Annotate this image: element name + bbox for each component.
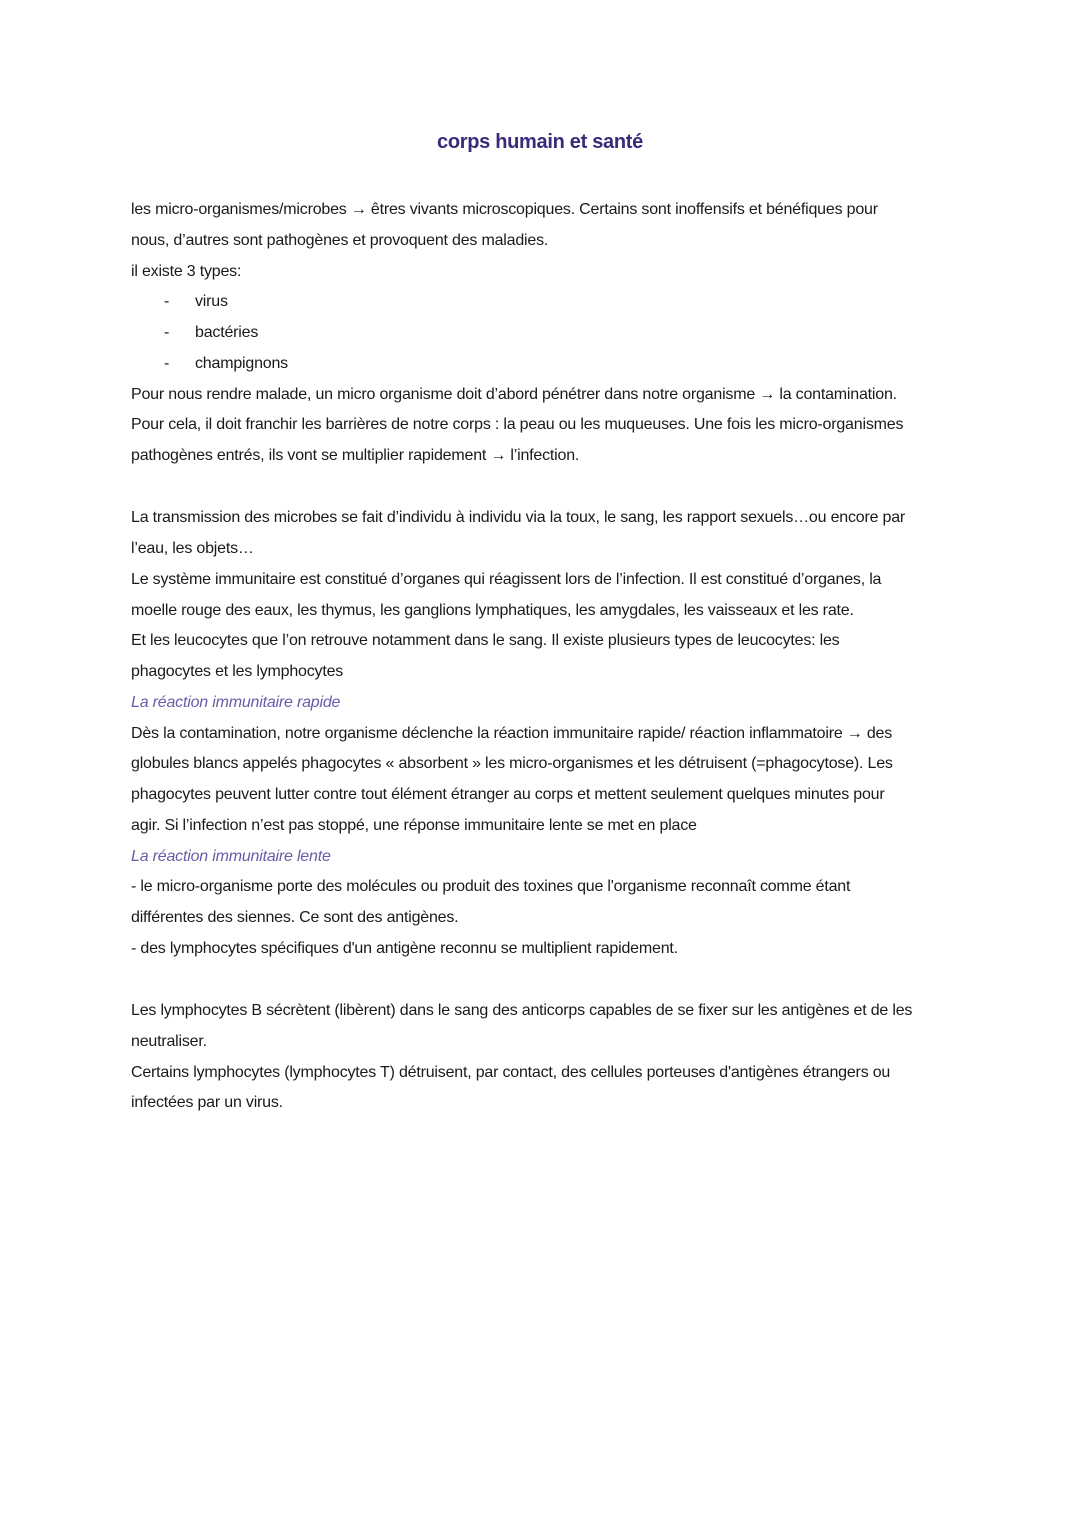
list-item-label: bactéries — [195, 324, 259, 341]
text-line: Certains lymphocytes (lymphocytes T) détruisent, par contact, des cellules porteuses d'antigènes étrangers ou — [131, 1063, 891, 1081]
text-line: infectées par un virus. — [131, 1094, 283, 1112]
section-heading-slow: La réaction immunitaire lente — [131, 847, 331, 865]
text-line: l’eau, les objets… — [131, 540, 254, 557]
text-line: neutraliser. — [131, 1032, 207, 1050]
text-line: différentes des siennes. Ce sont des antigènes. — [131, 909, 459, 926]
text-line: agir. Si l’infection n’est pas stoppé, une réponse immunitaire lente se met en place — [131, 816, 697, 834]
text-line: pathogènes entrés, ils vont se multiplier rapidement → l’infection. — [131, 447, 580, 464]
text-line: La transmission des microbes se fait d’individu à individu via la toux, le sang, les rapport sexuels…ou encore par — [131, 509, 906, 527]
document-body — [131, 195, 961, 1119]
text-line: moelle rouge des eaux, les thymus, les ganglions lymphatiques, les amygdales, les vaisseaux et les rate. — [131, 601, 854, 619]
text-line: phagocytes et les lymphocytes — [131, 663, 344, 680]
text-line: les micro-organismes/microbes → êtres vivants microscopiques. Certains sont inoffensifs et bénéfiques pour — [131, 201, 878, 218]
text-line: globules blancs appelés phagocytes « absorbent » les micro-organismes et les détruisent (=phagocytose). Les — [131, 755, 893, 773]
bullet-dash: - — [164, 324, 170, 341]
text-line: il existe 3 types: — [131, 262, 242, 280]
list-item-bacteries — [131, 318, 961, 349]
section-heading-rapid: La réaction immunitaire rapide — [131, 693, 341, 711]
text-line: Dès la contamination, notre organisme déclenche la réaction immunitaire rapide/ réaction inflammatoire → des — [131, 724, 893, 742]
text-line: - le micro-organisme porte des molécules ou produit des toxines que l'organisme reconnaît comme étant — [131, 878, 851, 896]
list-item-virus — [131, 287, 961, 318]
text-line: - des lymphocytes spécifiques d'un antigène reconnu se multiplient rapidement. — [131, 939, 678, 957]
text-line: Le système immunitaire est constitué d’organes qui réagissent lors de l’infection. Il est constitué d’organes, la — [131, 570, 882, 588]
page-title: corps humain et santé — [437, 131, 643, 153]
text-line: nous, d’autres sont pathogènes et provoquent des maladies. — [131, 231, 549, 249]
text-line: Pour nous rendre malade, un micro organisme doit d’abord pénétrer dans notre organisme → la contamination. — [131, 385, 897, 403]
bullet-dash: - — [164, 354, 170, 372]
list-item-label: virus — [195, 293, 228, 311]
text-line: phagocytes peuvent lutter contre tout élément étranger au corps et mettent seulement quelques minutes pour — [131, 786, 885, 803]
bullet-dash: - — [164, 293, 170, 311]
text-line: Et les leucocytes que l’on retrouve notamment dans le sang. Il existe plusieurs types de leucocytes: les — [131, 632, 840, 650]
list-item-champignons — [131, 349, 961, 380]
text-line: Pour cela, il doit franchir les barrières de notre corps : la peau ou les muqueuses. Une fois les micro-organismes — [131, 416, 904, 434]
text-line: Les lymphocytes B sécrètent (libèrent) dans le sang des anticorps capables de se fixer sur les antigènes et de les — [131, 1002, 913, 1019]
list-item-label: champignons — [195, 354, 288, 372]
